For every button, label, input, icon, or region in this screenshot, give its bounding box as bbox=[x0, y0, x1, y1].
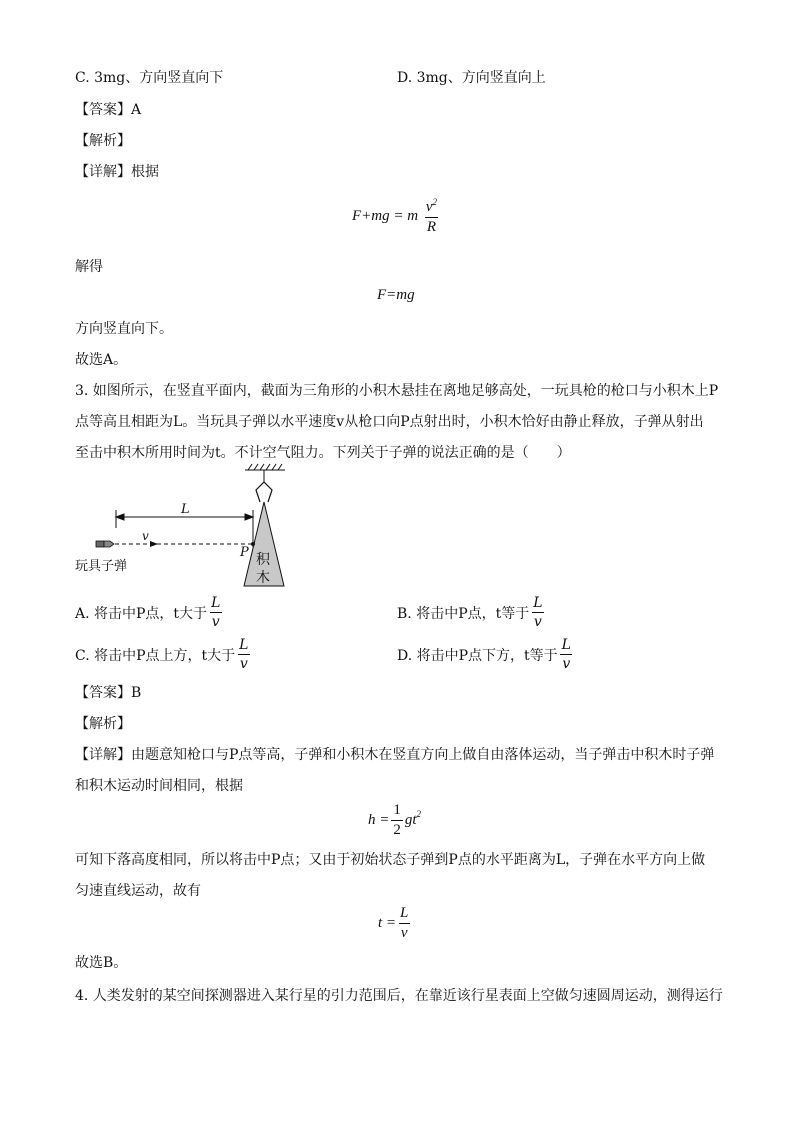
q3-equation-3 bbox=[368, 803, 421, 838]
frac-den: v bbox=[562, 656, 571, 672]
q2-choose: 故选A。 bbox=[75, 352, 128, 368]
eq3-sup: 2 bbox=[416, 809, 422, 819]
q2-answer: 【答案】A bbox=[75, 102, 142, 118]
block-text-1: 积 bbox=[256, 552, 270, 568]
eq3-rhs: gt bbox=[404, 812, 417, 828]
q4-stem-line-1: 4. 人类发射的某空间探测器进入某行星的引力范围后，在靠近该行星表面上空做匀速圆周运动，测得运行 bbox=[75, 988, 723, 1004]
velocity-arrow-head bbox=[150, 541, 158, 547]
q2-option-c: C. 3mg、方向竖直向下 bbox=[75, 70, 224, 86]
q2-detail-text: 根据 bbox=[131, 164, 159, 180]
eq1-lhs: F+mg = m bbox=[352, 207, 419, 224]
q3-stem-line-3: 至击中积木所用时间为t。不计空气阻力。下列关于子弹的说法正确的是（ ） bbox=[75, 445, 571, 461]
option-b-text: B. 将击中P点，t等于 bbox=[397, 605, 530, 622]
label-L: L bbox=[181, 502, 190, 517]
eq4-lhs: t = bbox=[378, 915, 397, 931]
option-c-text: C. 将击中P点上方，t大于 bbox=[75, 647, 236, 664]
q3-option-a bbox=[75, 596, 224, 629]
label-v: v bbox=[142, 529, 149, 543]
q2-detail bbox=[75, 161, 159, 181]
clamp bbox=[256, 482, 272, 502]
frac-den: v bbox=[211, 614, 220, 630]
option-a-fraction bbox=[209, 596, 222, 629]
point-p bbox=[251, 542, 255, 546]
eq3-lhs: h = bbox=[368, 812, 390, 828]
bullet-label: 玩具子弹 bbox=[75, 559, 128, 574]
q2-equation-1 bbox=[352, 198, 441, 235]
frac-num: L bbox=[211, 595, 221, 611]
frac-den: v bbox=[239, 656, 248, 672]
q3-stem-line-1: 3. 如图所示，在竖直平面内，截面为三角形的小积木悬挂在离地足够高处，一玩具枪的枪口与小积木上P bbox=[75, 383, 719, 399]
q3-option-b bbox=[397, 596, 547, 629]
ceiling-support bbox=[245, 464, 285, 482]
eq3-fraction bbox=[391, 803, 403, 838]
q2-detail-label: 【详解】 bbox=[75, 164, 131, 180]
q3-option-d bbox=[397, 638, 575, 671]
q2-analysis: 【解析】 bbox=[75, 133, 131, 149]
q2-option-d: D. 3mg、方向竖直向上 bbox=[397, 70, 546, 86]
q2-solve: 解得 bbox=[75, 259, 103, 275]
eq1-sup: 2 bbox=[432, 197, 437, 207]
frac-num: L bbox=[533, 595, 543, 611]
q3-detail-line-3: 可知下落高度相同，所以将击中P点；又由于初始状态子弹到P点的水平距离为L，子弹在水平方向上做 bbox=[75, 852, 706, 868]
eq1-fraction bbox=[424, 198, 439, 235]
eq4-num: L bbox=[400, 905, 409, 921]
eq4-fraction bbox=[398, 906, 410, 941]
q3-detail-line-4: 匀速直线运动，故有 bbox=[75, 883, 201, 899]
q3-analysis: 【解析】 bbox=[75, 716, 131, 732]
block-text-2: 木 bbox=[256, 570, 270, 586]
q3-stem-line-2: 点等高且相距为L。当玩具子弹以水平速度v从枪口向P点射出时，小积木恰好由静止释放，子弹从射出 bbox=[75, 414, 704, 430]
eq3-num: 1 bbox=[393, 802, 401, 818]
option-c-fraction bbox=[237, 638, 250, 671]
eq1-den: R bbox=[426, 219, 436, 235]
q2-equation-2: F=mg bbox=[377, 287, 415, 303]
q3-option-c bbox=[75, 638, 252, 671]
label-P: P bbox=[240, 545, 249, 560]
option-d-fraction bbox=[560, 638, 573, 671]
eq3-den: 2 bbox=[393, 822, 401, 838]
q3-choose: 故选B。 bbox=[75, 955, 128, 971]
option-b-fraction bbox=[531, 596, 544, 629]
frac-num: L bbox=[239, 637, 249, 653]
q3-answer: 【答案】B bbox=[75, 685, 142, 701]
toy-bullet bbox=[96, 541, 114, 547]
q3-detail-line-1: 【详解】由题意知枪口与P点等高，子弹和小积木在竖直方向上做自由落体运动，当子弹击中积木时子弹 bbox=[75, 747, 715, 763]
frac-num: L bbox=[561, 637, 571, 653]
eq4-den: v bbox=[400, 925, 408, 941]
option-d-text: D. 将击中P点下方，t等于 bbox=[397, 647, 558, 664]
q3-detail-line-2: 和积木运动时间相同，根据 bbox=[75, 778, 243, 794]
q2-direction: 方向竖直向下。 bbox=[75, 321, 173, 337]
option-a-text: A. 将击中P点，t大于 bbox=[75, 605, 208, 622]
q3-equation-4 bbox=[378, 906, 412, 941]
frac-den: v bbox=[533, 614, 542, 630]
eq1-num: v bbox=[425, 199, 433, 215]
